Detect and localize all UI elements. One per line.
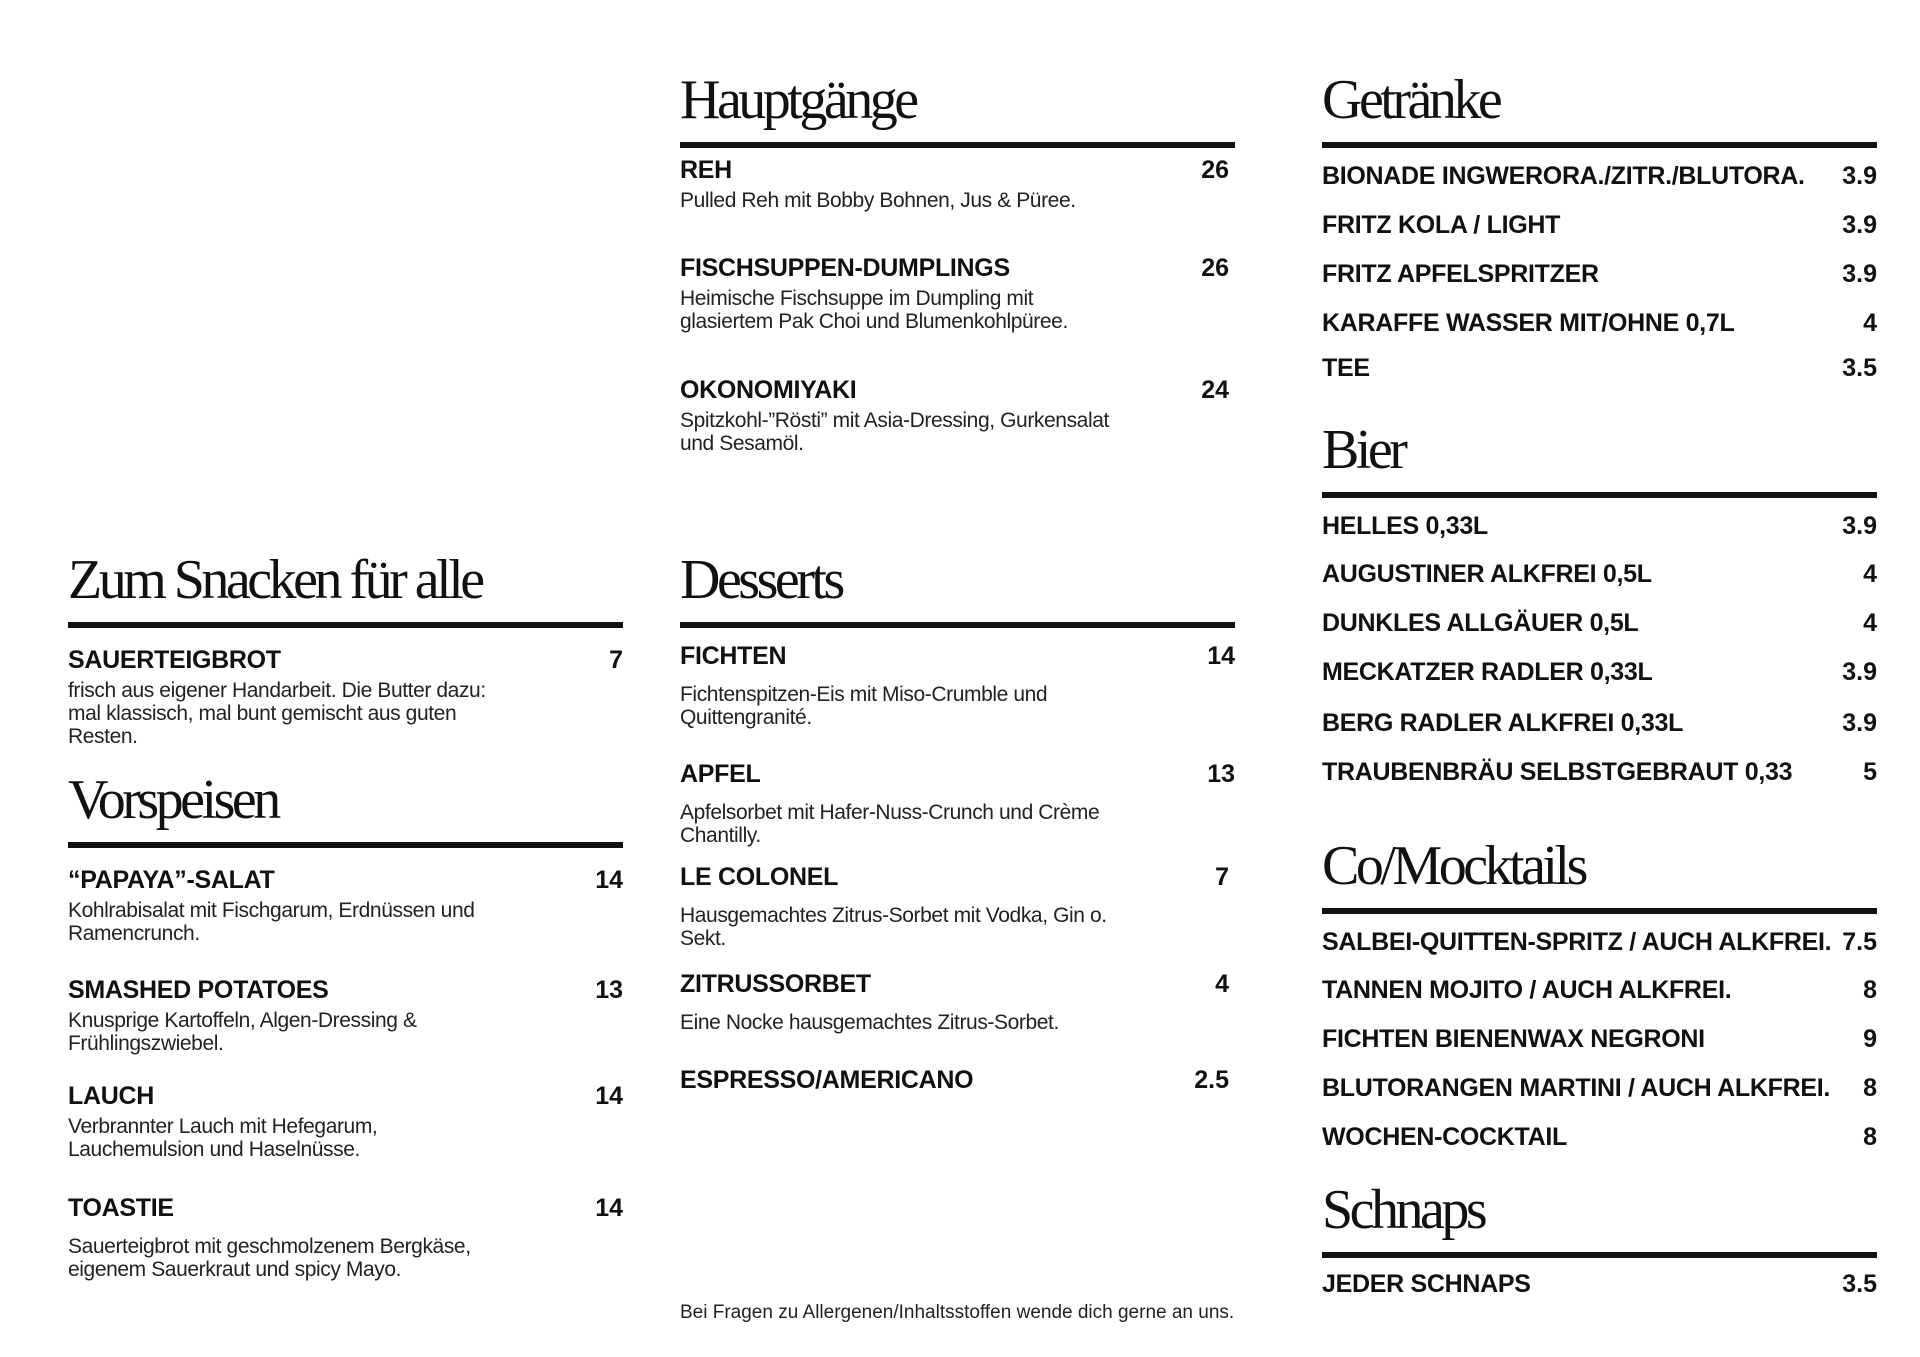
menu-item xyxy=(1322,512,1877,541)
item-name: WOCHEN-COCKTAIL xyxy=(1322,1123,1567,1151)
item-description: Eine Nocke hausgemachtes Zitrus-Sorbet. xyxy=(680,1011,1059,1034)
item-price: 13 xyxy=(1207,760,1235,788)
menu-item xyxy=(680,1066,1235,1095)
menu-item xyxy=(680,863,1235,950)
menu-item xyxy=(680,760,1235,847)
menu-item xyxy=(68,866,623,945)
item-description: Apfelsorbet mit Hafer-Nuss-Crunch und Crème Chantilly. xyxy=(680,801,1100,847)
menu-item xyxy=(680,376,1235,455)
item-description: Heimische Fischsuppe im Dumpling mit glasiertem Pak Choi und Blumenkohlpüree. xyxy=(680,287,1068,333)
item-name: BLUTORANGEN MARTINI / AUCH ALKFREI. xyxy=(1322,1074,1830,1102)
item-name: FICHTEN BIENENWAX NEGRONI xyxy=(1322,1025,1705,1053)
menu-item xyxy=(68,1194,623,1281)
menu-item xyxy=(68,646,623,748)
section-title: Vorspeisen xyxy=(68,772,623,848)
item-price: 3.9 xyxy=(1842,211,1877,239)
section-title: Schnaps xyxy=(1322,1182,1877,1258)
menu-item xyxy=(680,642,1235,729)
section-title: Hauptgänge xyxy=(680,72,1235,148)
menu-item xyxy=(1322,162,1877,191)
schnaps-section xyxy=(1322,1179,1877,1298)
item-price: 5 xyxy=(1863,758,1877,786)
section-title: Zum Snacken für alle xyxy=(68,552,623,628)
item-name: TOASTIE xyxy=(68,1194,174,1222)
item-price: 3.9 xyxy=(1842,512,1877,540)
item-name: FRITZ APFELSPRITZER xyxy=(1322,260,1599,288)
item-price: 8 xyxy=(1863,1074,1877,1102)
menu-item xyxy=(1322,658,1877,687)
desserts-section xyxy=(680,549,1235,1094)
item-price: 9 xyxy=(1863,1025,1877,1053)
snacks-section xyxy=(68,549,623,748)
item-price: 8 xyxy=(1863,1123,1877,1151)
menu-item xyxy=(1322,260,1877,289)
starters-section xyxy=(68,769,623,1281)
item-name: ESPRESSO/AMERICANO xyxy=(680,1066,974,1094)
item-name: TANNEN MOJITO / AUCH ALKFREI. xyxy=(1322,976,1732,1004)
item-name: FICHTEN xyxy=(680,642,787,670)
allergen-note: Bei Fragen zu Allergenen/Inhaltsstoffen wende dich gerne an uns. xyxy=(680,1302,1235,1323)
item-description: Knusprige Kartoffeln, Algen-Dressing & Frühlingszwiebel. xyxy=(68,1009,417,1055)
item-name: APFEL xyxy=(680,760,761,788)
item-price: 4 xyxy=(1863,609,1877,637)
item-description: Pulled Reh mit Bobby Bohnen, Jus & Püree. xyxy=(680,189,1076,212)
item-name: MECKATZER RADLER 0,33L xyxy=(1322,658,1653,686)
menu-item xyxy=(1322,609,1877,638)
item-price: 2.5 xyxy=(1194,1066,1229,1094)
menu-item xyxy=(680,254,1235,333)
item-price: 14 xyxy=(595,1194,623,1222)
menu-item xyxy=(1322,758,1877,787)
menu-item xyxy=(1322,211,1877,240)
item-price: 3.9 xyxy=(1842,658,1877,686)
menu-item xyxy=(1322,709,1877,738)
item-name: ZITRUSSORBET xyxy=(680,970,871,998)
item-name: KARAFFE WASSER MIT/OHNE 0,7L xyxy=(1322,309,1735,337)
item-name: OKONOMIYAKI xyxy=(680,376,857,404)
menu-item xyxy=(680,156,1235,212)
item-name: SMASHED POTATOES xyxy=(68,976,329,1004)
item-name: “PAPAYA”-SALAT xyxy=(68,866,275,894)
section-title: Bier xyxy=(1322,422,1877,498)
item-description: Fichtenspitzen-Eis mit Miso-Crumble und Quittengranité. xyxy=(680,683,1048,729)
menu-item xyxy=(1322,1025,1877,1054)
item-name: REH xyxy=(680,156,732,184)
item-price: 13 xyxy=(595,976,623,1004)
beer-section xyxy=(1322,419,1877,786)
item-description: frisch aus eigener Handarbeit. Die Butter dazu: mal klassisch, mal bunt gemischt aus guten Resten. xyxy=(68,679,486,748)
item-description: Verbrannter Lauch mit Hefegarum, Lauchemulsion und Haselnüsse. xyxy=(68,1115,378,1161)
section-title: Desserts xyxy=(680,552,1235,628)
menu-item xyxy=(1322,354,1877,383)
item-price: 14 xyxy=(595,1082,623,1110)
item-name: TRAUBENBRÄU SELBSTGEBRAUT 0,33 xyxy=(1322,758,1793,786)
item-name: DUNKLES ALLGÄUER 0,5L xyxy=(1322,609,1639,637)
item-name: FISCHSUPPEN-DUMPLINGS xyxy=(680,254,1010,282)
item-price: 3.9 xyxy=(1842,709,1877,737)
item-price: 26 xyxy=(1201,254,1229,282)
item-price: 7 xyxy=(1215,863,1229,891)
menu-item xyxy=(1322,928,1877,957)
item-name: TEE xyxy=(1322,354,1370,382)
item-price: 3.9 xyxy=(1842,260,1877,288)
item-name: BIONADE INGWERORA./ZITR./BLUTORA. xyxy=(1322,162,1805,190)
item-price: 4 xyxy=(1863,309,1877,337)
item-name: LAUCH xyxy=(68,1082,154,1110)
section-title: Co/Mocktails xyxy=(1322,838,1877,914)
item-price: 7 xyxy=(609,646,623,674)
item-name: JEDER SCHNAPS xyxy=(1322,1270,1531,1298)
item-name: BERG RADLER ALKFREI 0,33L xyxy=(1322,709,1684,737)
item-description: Kohlrabisalat mit Fischgarum, Erdnüssen und Ramencrunch. xyxy=(68,899,475,945)
menu-item xyxy=(1322,560,1877,589)
menu-item xyxy=(68,976,623,1055)
menu-item xyxy=(680,970,1235,1034)
item-description: Sauerteigbrot mit geschmolzenem Bergkäse, eigenem Sauerkraut und spicy Mayo. xyxy=(68,1235,471,1281)
menu-item xyxy=(1322,1270,1877,1299)
menu-item xyxy=(1322,309,1877,338)
item-name: AUGUSTINER ALKFREI 0,5L xyxy=(1322,560,1652,588)
menu-item xyxy=(1322,976,1877,1005)
item-price: 24 xyxy=(1201,376,1229,404)
menu-item xyxy=(1322,1074,1877,1103)
item-price: 14 xyxy=(595,866,623,894)
menu-item xyxy=(1322,1123,1877,1152)
section-title: Getränke xyxy=(1322,72,1877,148)
item-price: 14 xyxy=(1207,642,1235,670)
menu-item xyxy=(68,1082,623,1161)
item-price: 7.5 xyxy=(1842,928,1877,956)
item-name: LE COLONEL xyxy=(680,863,839,891)
item-name: HELLES 0,33L xyxy=(1322,512,1488,540)
item-price: 4 xyxy=(1863,560,1877,588)
item-name: SAUERTEIGBROT xyxy=(68,646,281,674)
item-price: 3.9 xyxy=(1842,162,1877,190)
item-name: FRITZ KOLA / LIGHT xyxy=(1322,211,1561,239)
item-name: SALBEI-QUITTEN-SPRITZ / AUCH ALKFREI. xyxy=(1322,928,1832,956)
item-price: 4 xyxy=(1215,970,1229,998)
item-price: 26 xyxy=(1201,156,1229,184)
item-description: Spitzkohl-”Rösti” mit Asia-Dressing, Gurkensalat und Sesamöl. xyxy=(680,409,1109,455)
item-price: 3.5 xyxy=(1842,354,1877,382)
item-price: 3.5 xyxy=(1842,1270,1877,1298)
drinks-section xyxy=(1322,69,1877,382)
mains-section xyxy=(680,69,1235,455)
item-price: 8 xyxy=(1863,976,1877,1004)
cocktails-section xyxy=(1322,835,1877,1151)
item-description: Hausgemachtes Zitrus-Sorbet mit Vodka, Gin o. Sekt. xyxy=(680,904,1107,950)
